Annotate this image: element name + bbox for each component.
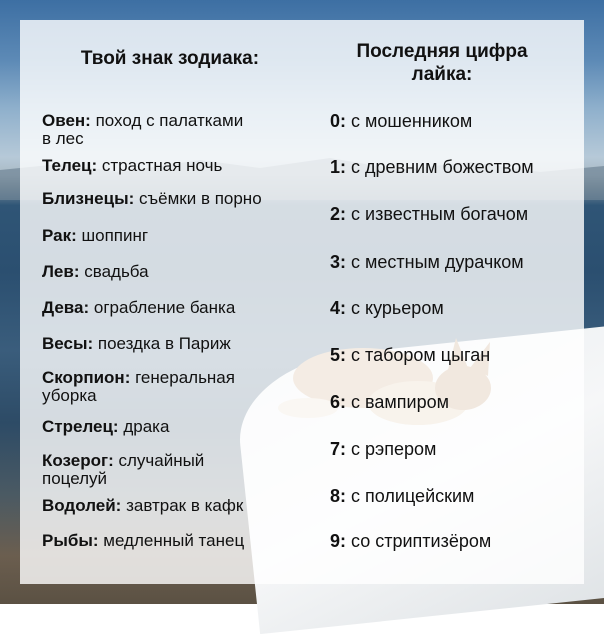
- zodiac-activity: ограбление банка: [93, 298, 236, 317]
- digit-item-9: [330, 532, 491, 550]
- digit-partner: с мошенником: [351, 111, 473, 131]
- like-digit: 0:: [330, 111, 347, 131]
- zodiac-item-gemini: [42, 190, 262, 208]
- digit-item-6: [330, 393, 449, 411]
- digit-column-title-line1: Последняя цифра: [356, 41, 528, 62]
- like-digit: 2:: [330, 204, 347, 224]
- digit-item-7: [330, 440, 436, 458]
- zodiac-sign: Весы:: [42, 334, 94, 353]
- zodiac-item-libra: [42, 335, 231, 353]
- digit-partner: с курьером: [351, 298, 444, 318]
- digit-item-3: [330, 253, 524, 271]
- zodiac-item-capricorn: [42, 452, 204, 488]
- zodiac-column-title: Твой знак зодиака:: [80, 48, 260, 69]
- zodiac-item-aries: [42, 112, 243, 148]
- zodiac-activity: драка: [123, 417, 170, 436]
- zodiac-activity: завтрак в кафк: [126, 496, 244, 515]
- zodiac-activity: поход с палатками: [95, 111, 244, 130]
- zodiac-sign: Лев:: [42, 262, 80, 281]
- digit-item-0: [330, 112, 472, 130]
- digit-partner: со стриптизёром: [351, 531, 492, 551]
- digit-item-1: [330, 158, 534, 176]
- zodiac-sign: Скорпион:: [42, 368, 131, 387]
- zodiac-sign: Рак:: [42, 226, 77, 245]
- zodiac-item-aquarius: [42, 497, 243, 515]
- zodiac-activity: страстная ночь: [101, 156, 223, 175]
- digit-column-title-line2: лайка:: [411, 64, 473, 85]
- digit-partner: с местным дурачком: [351, 252, 524, 272]
- like-digit: 9:: [330, 531, 347, 551]
- zodiac-activity: генеральная: [135, 368, 235, 387]
- zodiac-sign: Рыбы:: [42, 531, 99, 550]
- like-digit: 4:: [330, 298, 347, 318]
- digit-item-4: [330, 299, 444, 317]
- like-digit: 7:: [330, 439, 347, 459]
- like-digit: 5:: [330, 345, 347, 365]
- digit-item-5: [330, 346, 490, 364]
- digit-partner: с табором цыган: [351, 345, 491, 365]
- zodiac-item-cancer: [42, 227, 148, 245]
- zodiac-activity: шоппинг: [81, 226, 149, 245]
- zodiac-sign: Стрелец:: [42, 417, 119, 436]
- zodiac-sign: Овен:: [42, 111, 91, 130]
- zodiac-activity-cont: поцелуй: [42, 469, 108, 488]
- zodiac-sign: Дева:: [42, 298, 90, 317]
- zodiac-activity: поездка в Париж: [97, 334, 231, 353]
- zodiac-sign: Водолей:: [42, 496, 122, 515]
- like-digit: 8:: [330, 486, 347, 506]
- digit-item-8: [330, 487, 474, 505]
- digit-partner: с вампиром: [351, 392, 449, 412]
- digit-item-2: [330, 205, 528, 223]
- zodiac-activity: съёмки в порно: [139, 189, 262, 208]
- like-digit: 3:: [330, 252, 347, 272]
- zodiac-activity-cont: уборка: [42, 386, 97, 405]
- digit-partner: с древним божеством: [351, 157, 534, 177]
- zodiac-item-virgo: [42, 299, 235, 317]
- zodiac-sign: Близнецы:: [42, 189, 135, 208]
- digit-partner: с полицейским: [351, 486, 475, 506]
- digit-partner: с известным богачом: [351, 204, 529, 224]
- zodiac-item-taurus: [42, 157, 222, 175]
- zodiac-item-leo: [42, 263, 149, 281]
- zodiac-sign: Телец:: [42, 156, 98, 175]
- zodiac-activity-cont: в лес: [42, 129, 84, 148]
- digit-partner: с рэпером: [351, 439, 437, 459]
- digit-column-title: [322, 40, 562, 86]
- zodiac-activity: медленный танец: [103, 531, 245, 550]
- zodiac-item-scorpio: [42, 369, 235, 405]
- zodiac-sign: Козерог:: [42, 451, 114, 470]
- zodiac-item-pisces: [42, 532, 244, 550]
- zodiac-activity: случайный: [118, 451, 205, 470]
- zodiac-item-sagittarius: [42, 418, 169, 436]
- like-digit: 6:: [330, 392, 347, 412]
- like-digit: 1:: [330, 157, 347, 177]
- zodiac-activity: свадьба: [84, 262, 149, 281]
